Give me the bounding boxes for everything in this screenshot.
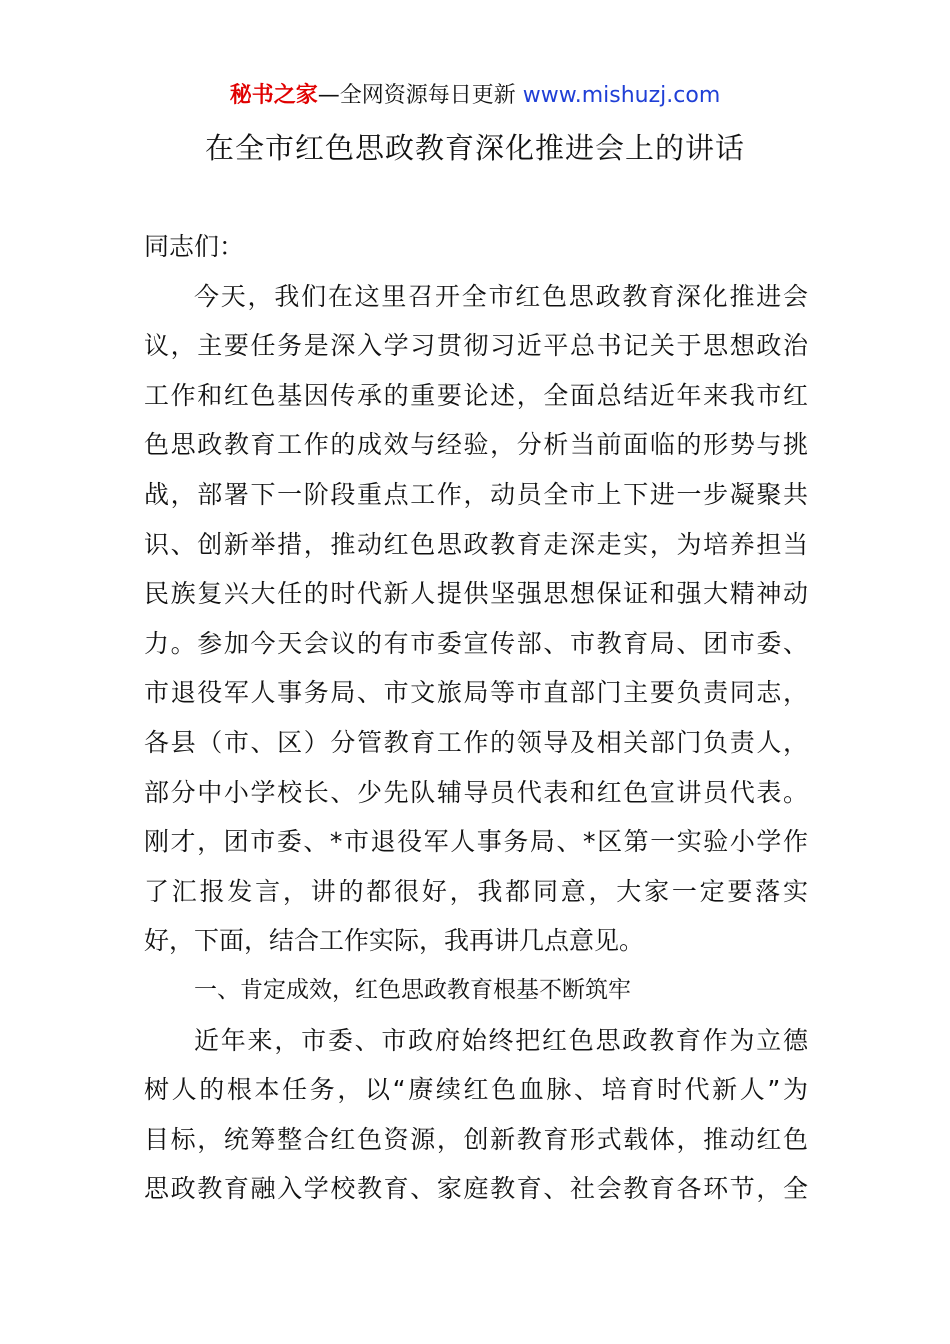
body-line: 部分中小学校长、少先队辅导员代表和红色宣讲员代表。 xyxy=(144,777,808,807)
body-line: 好，下面，结合工作实际，我再讲几点意见。 xyxy=(144,926,645,956)
body-line: 市退役军人事务局、市文旅局等市直部门主要负责同志， xyxy=(144,678,808,708)
site-header xyxy=(0,80,950,112)
body-line: 近年来，市委、市政府始终把红色思政教育作为立德 xyxy=(194,1025,808,1055)
body-line: 目标，统筹整合红色资源，创新教育形式载体，推动红色 xyxy=(144,1124,808,1154)
body-line: 力。参加今天会议的有市委宣传部、市教育局、团市委、 xyxy=(144,628,808,658)
body-line: 思政教育融入学校教育、家庭教育、社会教育各环节，全 xyxy=(144,1174,808,1204)
body-line: 各县（市、区）分管教育工作的领导及相关部门负责人， xyxy=(144,727,808,757)
body-line: 民族复兴大任的时代新人提供坚强思想保证和强大精神动 xyxy=(144,579,808,609)
body-line: 树人的根本任务，以“赓续红色血脉、培育时代新人”为 xyxy=(144,1075,808,1105)
body-line: 刚才，团市委、*市退役军人事务局、*区第一实验小学作 xyxy=(144,827,808,857)
body-line: 工作和红色基因传承的重要论述，全面总结近年来我市红 xyxy=(144,380,808,410)
site-url-link[interactable]: www.mishuzj.com xyxy=(522,83,721,108)
body-line: 识、创新举措，推动红色思政教育走深走实，为培养担当 xyxy=(144,529,808,559)
body-line: 了汇报发言，讲的都很好，我都同意，大家一定要落实 xyxy=(144,876,808,906)
document-title: 在全市红色思政教育深化推进会上的讲话 xyxy=(204,131,745,165)
section-heading: 一、肯定成效，红色思政教育根基不断筑牢 xyxy=(194,976,631,1003)
body-line: 议，主要任务是深入学习贯彻习近平总书记关于思想政治 xyxy=(144,331,808,361)
brand-name: 秘书之家 xyxy=(229,83,318,108)
header-tagline: —全网资源每日更新 xyxy=(317,83,523,108)
salutation: 同志们： xyxy=(144,232,245,261)
document-body xyxy=(144,222,808,1214)
body-line: 色思政教育工作的成效与经验，分析当前面临的形势与挑 xyxy=(144,430,808,460)
body-line: 今天，我们在这里召开全市红色思政教育深化推进会 xyxy=(194,281,808,311)
body-line: 战，部署下一阶段重点工作，动员全市上下进一步凝聚共 xyxy=(144,479,808,509)
